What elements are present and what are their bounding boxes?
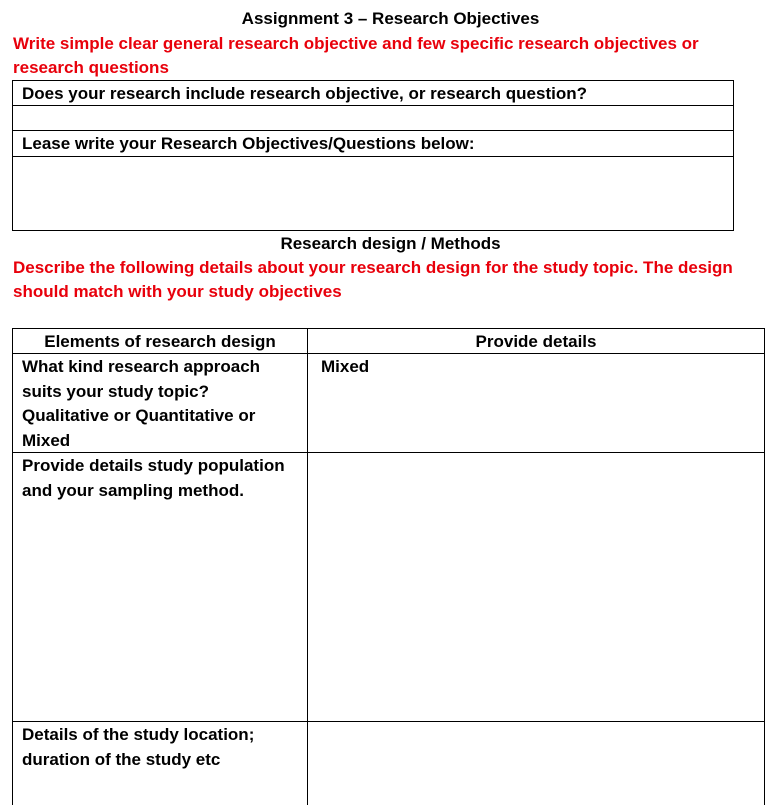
element-line: Provide details study population [22, 456, 285, 475]
element-line: What kind research approach [22, 357, 261, 376]
objectives-prompt-label: Lease write your Research Objectives/Questions below: [22, 134, 475, 153]
row-approach-details[interactable]: Mixed [321, 357, 370, 376]
element-line: suits your study topic? [22, 381, 210, 401]
element-line: and your sampling method. [22, 480, 244, 500]
table-column-divider [307, 328, 308, 805]
element-line: Qualitative or Quantitative or [22, 406, 256, 425]
instruction-line: should match with your study objectives [13, 282, 342, 301]
instruction-line: Describe the following details about your research design for the study topic. The design [13, 258, 733, 277]
page-title: Assignment 3 – Research Objectives [241, 9, 540, 28]
row-location-element [22, 723, 254, 772]
section-title: Research design / Methods [280, 234, 501, 253]
objective-question-label: Does your research include research objective, or research question? [22, 84, 588, 103]
instruction-line: Write simple clear general research objective and few specific research objectives or [13, 34, 699, 53]
row-location-details[interactable] [321, 723, 751, 803]
table-right-border [764, 328, 765, 805]
row-population-element [22, 454, 285, 503]
header-elements: Elements of research design [44, 332, 276, 351]
objective-answer-cell[interactable] [22, 107, 722, 129]
instruction-line: research questions [13, 58, 169, 77]
row-approach-element [22, 355, 260, 453]
objectives-answer-cell[interactable] [22, 160, 722, 226]
table-divider [12, 130, 734, 131]
table-left-border [12, 328, 13, 805]
table-divider [12, 721, 765, 722]
element-line: duration of the study etc [22, 749, 221, 769]
header-details: Provide details [475, 332, 597, 351]
table-divider [12, 156, 734, 157]
row-population-details[interactable] [321, 454, 751, 716]
table-top-border [12, 328, 765, 329]
element-line: Details of the study location; [22, 725, 255, 744]
element-line: Mixed [22, 430, 71, 450]
